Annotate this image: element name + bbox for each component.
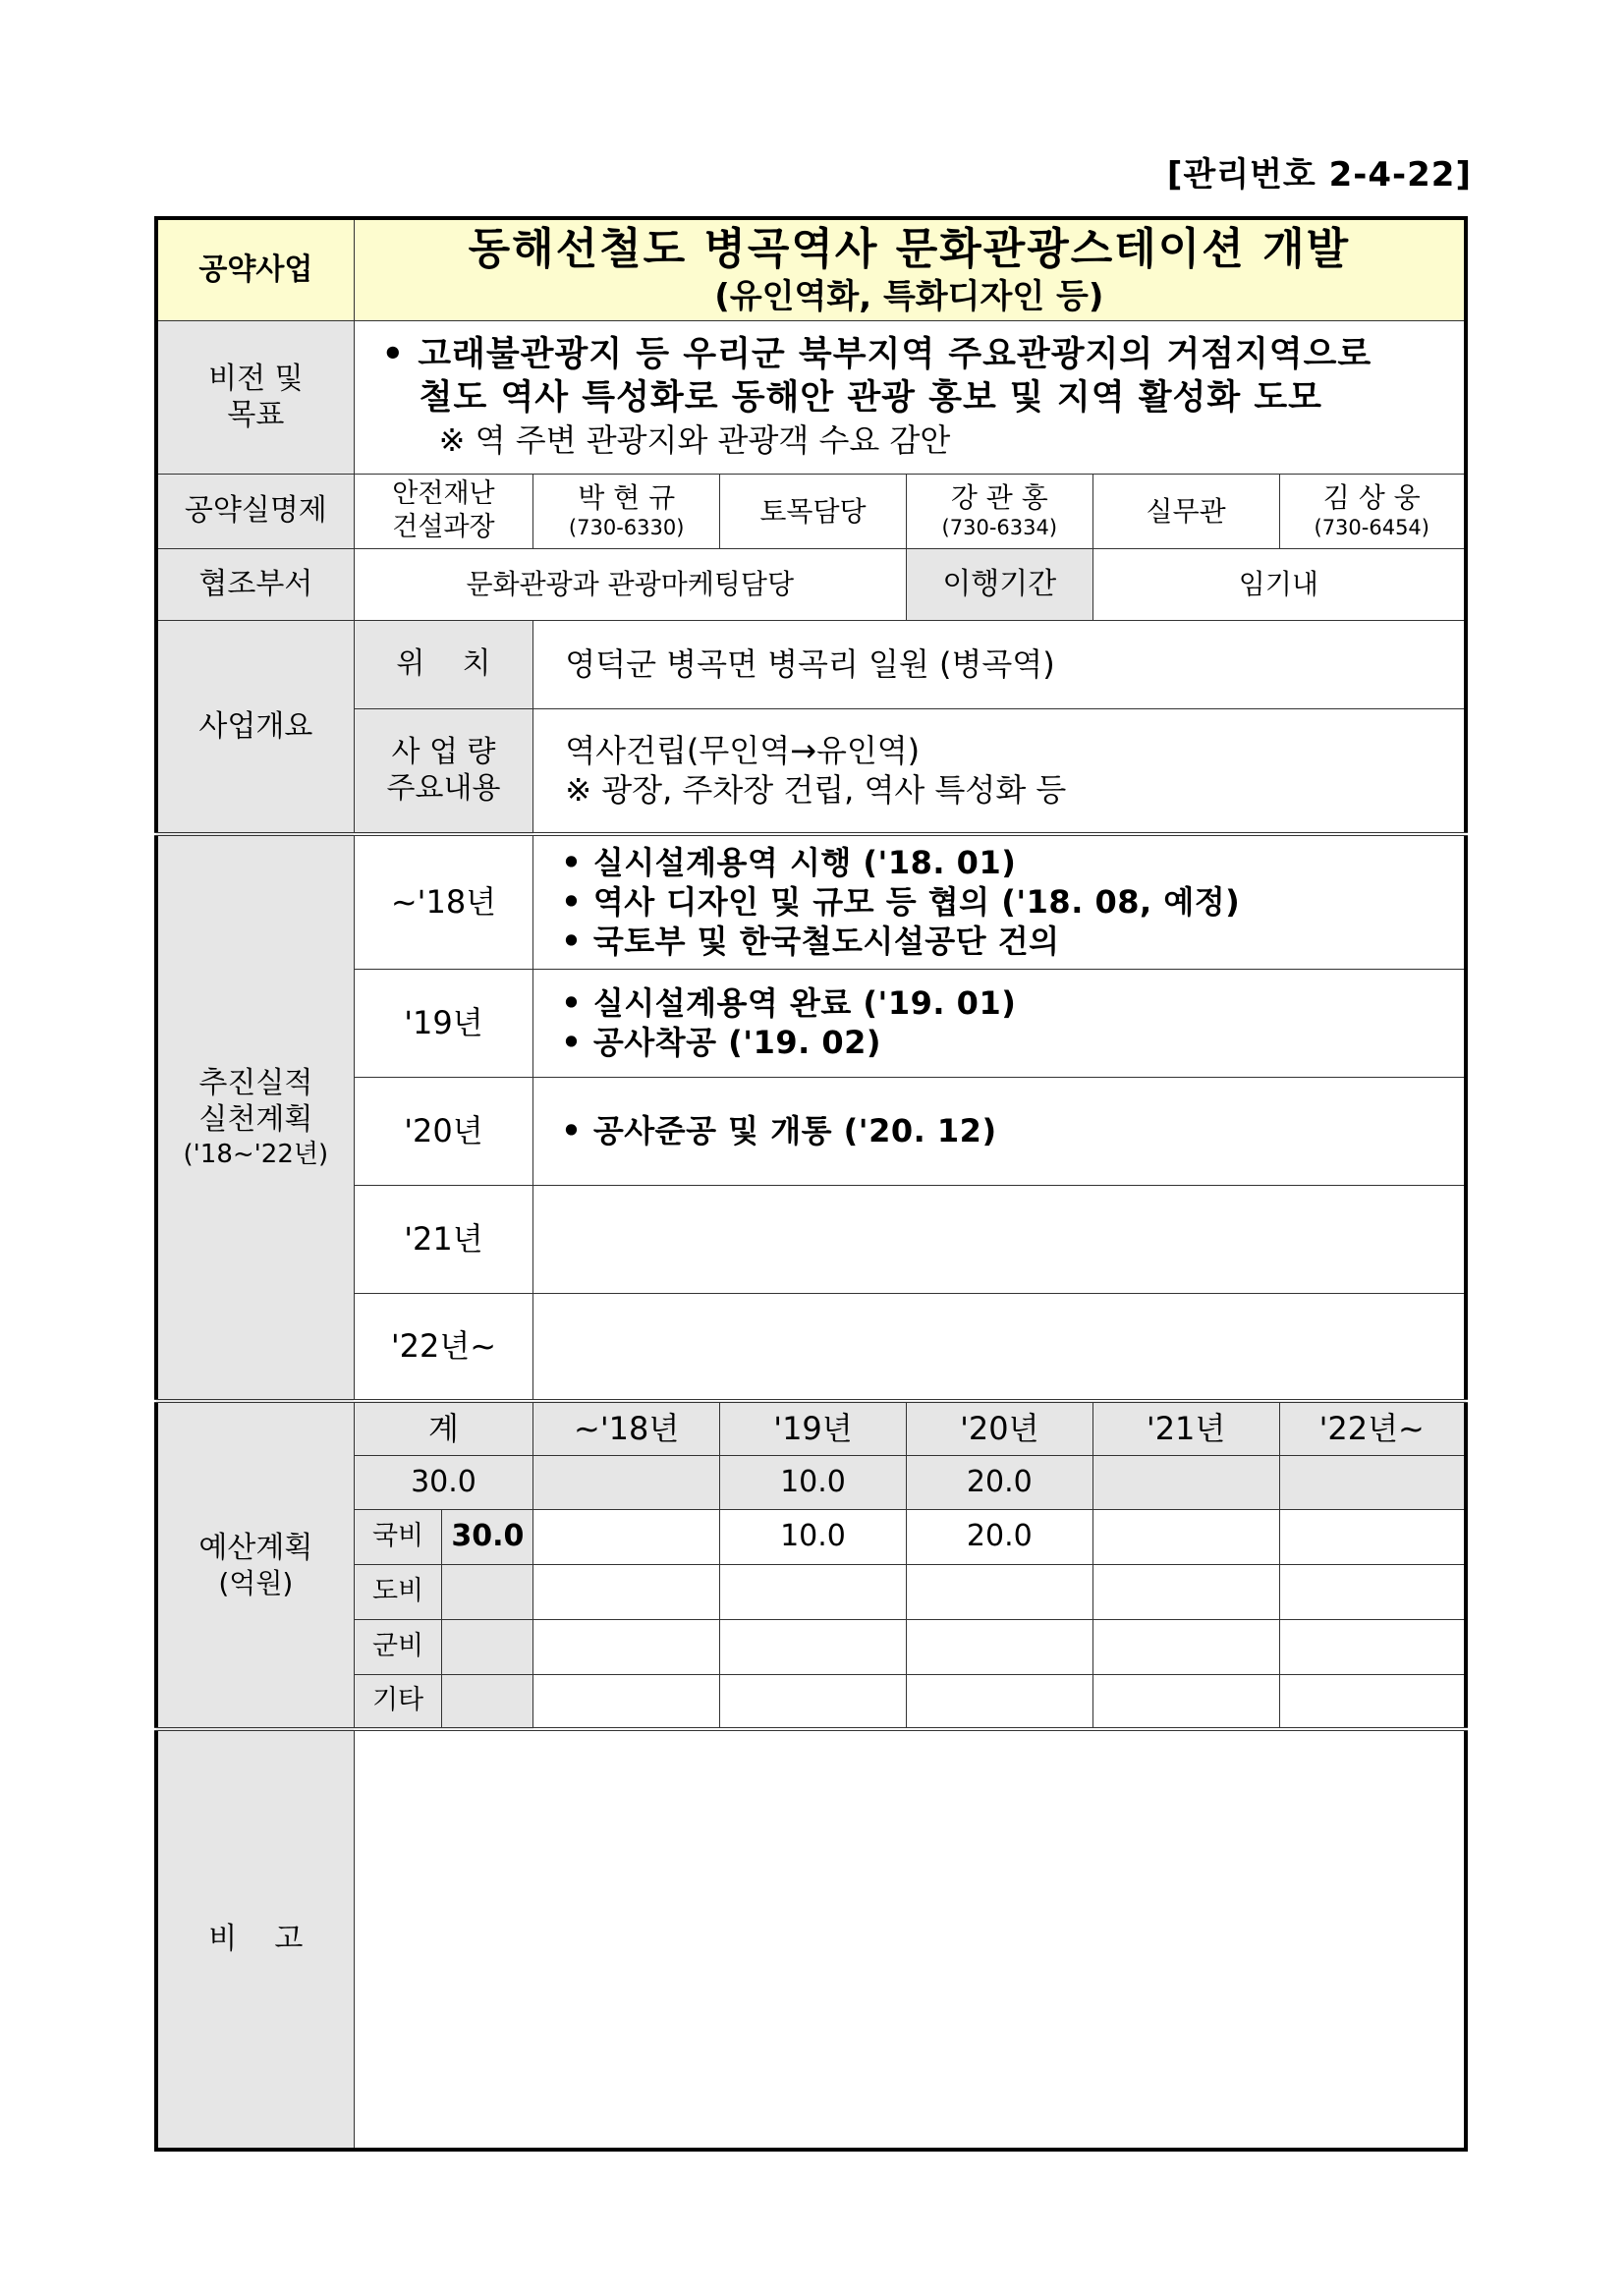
progress-items [533, 834, 1466, 969]
progress-year: '19년 [354, 969, 533, 1077]
responsible-dept-line1: 안전재난 [392, 478, 495, 510]
progress-item: • 국토부 및 한국철도시설공단 건의 [561, 923, 1060, 961]
budget-label-line1: 예산계획 [198, 1530, 313, 1565]
budget-cell [1092, 1619, 1279, 1674]
budget-cell [906, 1564, 1092, 1619]
budget-total-cell: 30.0 [354, 1455, 533, 1509]
cooperation-value: 문화관광과 관광마케팅담당 [354, 548, 906, 620]
manager-name: 박 현 규 [578, 481, 676, 515]
budget-cell [906, 1674, 1092, 1729]
remarks-row [156, 1729, 1466, 2150]
manager-phone: (730-6330) [568, 516, 685, 540]
budget-label [156, 1401, 354, 1729]
progress-label-line1: 추진실적 [198, 1065, 313, 1100]
budget-cell [1279, 1674, 1466, 1729]
budget-cell [720, 1619, 907, 1674]
budget-header-row [156, 1401, 1466, 1455]
budget-cell: 20.0 [906, 1509, 1092, 1564]
progress-label-line3: ('18~'22년) [183, 1139, 329, 1169]
team-phone: (730-6334) [941, 516, 1058, 540]
cooperation-row [156, 548, 1466, 620]
progress-year: '21년 [354, 1185, 533, 1293]
responsible-dept-line2: 건설과장 [392, 512, 495, 542]
remarks-value [354, 1729, 1466, 2150]
period-label: 이행기간 [906, 548, 1092, 620]
budget-header: '19년 [720, 1401, 907, 1455]
content-label-line1: 사 업 량 [391, 734, 496, 769]
overview-location-row [156, 620, 1466, 708]
budget-cell: 10.0 [720, 1509, 907, 1564]
budget-total-cell: 20.0 [906, 1455, 1092, 1509]
officer-contact [1279, 474, 1466, 548]
remarks-label: 비 고 [156, 1729, 354, 2150]
pledge-table [154, 216, 1468, 2152]
budget-header: ~'18년 [533, 1401, 720, 1455]
progress-label-line2: 실천계획 [198, 1102, 313, 1138]
budget-header: '22년~ [1279, 1401, 1466, 1455]
budget-cell [533, 1564, 720, 1619]
progress-year: '20년 [354, 1077, 533, 1185]
budget-cell [1279, 1564, 1466, 1619]
vision-label-line1: 비전 및 [208, 361, 304, 396]
progress-items [533, 1185, 1466, 1293]
progress-item: • 공사준공 및 개통 ('20. 12) [561, 1112, 997, 1149]
period-value: 임기내 [1092, 548, 1466, 620]
cooperation-label: 협조부서 [156, 548, 354, 620]
vision-label [156, 320, 354, 474]
responsible-manager [533, 474, 720, 548]
content-label [354, 708, 533, 834]
progress-item: • 공사착공 ('19. 02) [561, 1024, 882, 1061]
budget-total-cell [1092, 1455, 1279, 1509]
budget-cell [1092, 1564, 1279, 1619]
responsible-row [156, 474, 1466, 548]
budget-cell [533, 1674, 720, 1729]
budget-total-cell [533, 1455, 720, 1509]
budget-cell [1279, 1619, 1466, 1674]
team-name: 강 관 홍 [950, 481, 1048, 515]
budget-source: 국비 [354, 1509, 442, 1564]
budget-cell [442, 1564, 533, 1619]
vision-label-line2: 목표 [227, 398, 285, 432]
location-label: 위 치 [354, 620, 533, 708]
project-title-cell [354, 218, 1466, 320]
progress-items [533, 1293, 1466, 1401]
reference-number: [관리번호 2-4-22] [1166, 155, 1472, 195]
vision-note: ※ 역 주변 관광지와 관광객 수요 감안 [438, 420, 951, 459]
progress-item: • 실시설계용역 시행 ('18. 01) [561, 844, 1017, 882]
team-contact [906, 474, 1092, 548]
responsible-dept [354, 474, 533, 548]
budget-cell [1092, 1509, 1279, 1564]
officer-phone: (730-6454) [1314, 516, 1429, 540]
officer-title: 실무관 [1092, 474, 1279, 548]
progress-items [533, 1077, 1466, 1185]
budget-label-line2: (억원) [218, 1567, 294, 1600]
content-line1: 역사건립(무인역→유인역) [565, 732, 921, 770]
budget-cell [906, 1619, 1092, 1674]
progress-year: '22년~ [354, 1293, 533, 1401]
budget-total-cell [1279, 1455, 1466, 1509]
project-title: 동해선철도 병곡역사 문화관광스테이션 개발 [468, 224, 1351, 274]
vision-content [354, 320, 1466, 474]
budget-header: '20년 [906, 1401, 1092, 1455]
budget-cell: 30.0 [442, 1509, 533, 1564]
budget-cell [720, 1564, 907, 1619]
progress-item: • 역사 디자인 및 규모 등 협의 ('18. 08, 예정) [561, 883, 1241, 922]
vision-line1: • 고래불관광지 등 우리군 북부지역 주요관광지의 거점지역으로 [381, 335, 1372, 375]
team-label: 토목담당 [720, 474, 907, 548]
budget-source: 군비 [354, 1619, 442, 1674]
vision-row [156, 320, 1466, 474]
progress-item: • 실시설계용역 완료 ('19. 01) [561, 984, 1017, 1022]
budget-cell [442, 1674, 533, 1729]
project-title-row [156, 218, 1466, 320]
content-line2: ※ 광장, 주차장 건립, 역사 특성화 등 [565, 771, 1067, 810]
progress-year: ~'18년 [354, 834, 533, 969]
progress-label [156, 834, 354, 1401]
location-value: 영덕군 병곡면 병곡리 일원 (병곡역) [533, 620, 1466, 708]
budget-source: 도비 [354, 1564, 442, 1619]
budget-cell [442, 1619, 533, 1674]
budget-header: 계 [354, 1401, 533, 1455]
content-label-line2: 주요내용 [386, 771, 501, 807]
officer-name: 김 상 웅 [1322, 481, 1421, 515]
budget-cell [1279, 1509, 1466, 1564]
vision-line2: 철도 역사 특성화로 동해안 관광 홍보 및 지역 활성화 도모 [419, 378, 1322, 418]
progress-row-2018 [156, 834, 1466, 969]
budget-cell [533, 1509, 720, 1564]
progress-items [533, 969, 1466, 1077]
budget-source: 기타 [354, 1674, 442, 1729]
budget-total-cell: 10.0 [720, 1455, 907, 1509]
budget-header: '21년 [1092, 1401, 1279, 1455]
budget-cell [533, 1619, 720, 1674]
budget-cell [1092, 1674, 1279, 1729]
project-label: 공약사업 [156, 218, 354, 320]
project-subtitle: (유인역화, 특화디자인 등) [714, 277, 1104, 316]
responsible-label: 공약실명제 [156, 474, 354, 548]
budget-cell [720, 1674, 907, 1729]
overview-label: 사업개요 [156, 620, 354, 834]
content-value [533, 708, 1466, 834]
